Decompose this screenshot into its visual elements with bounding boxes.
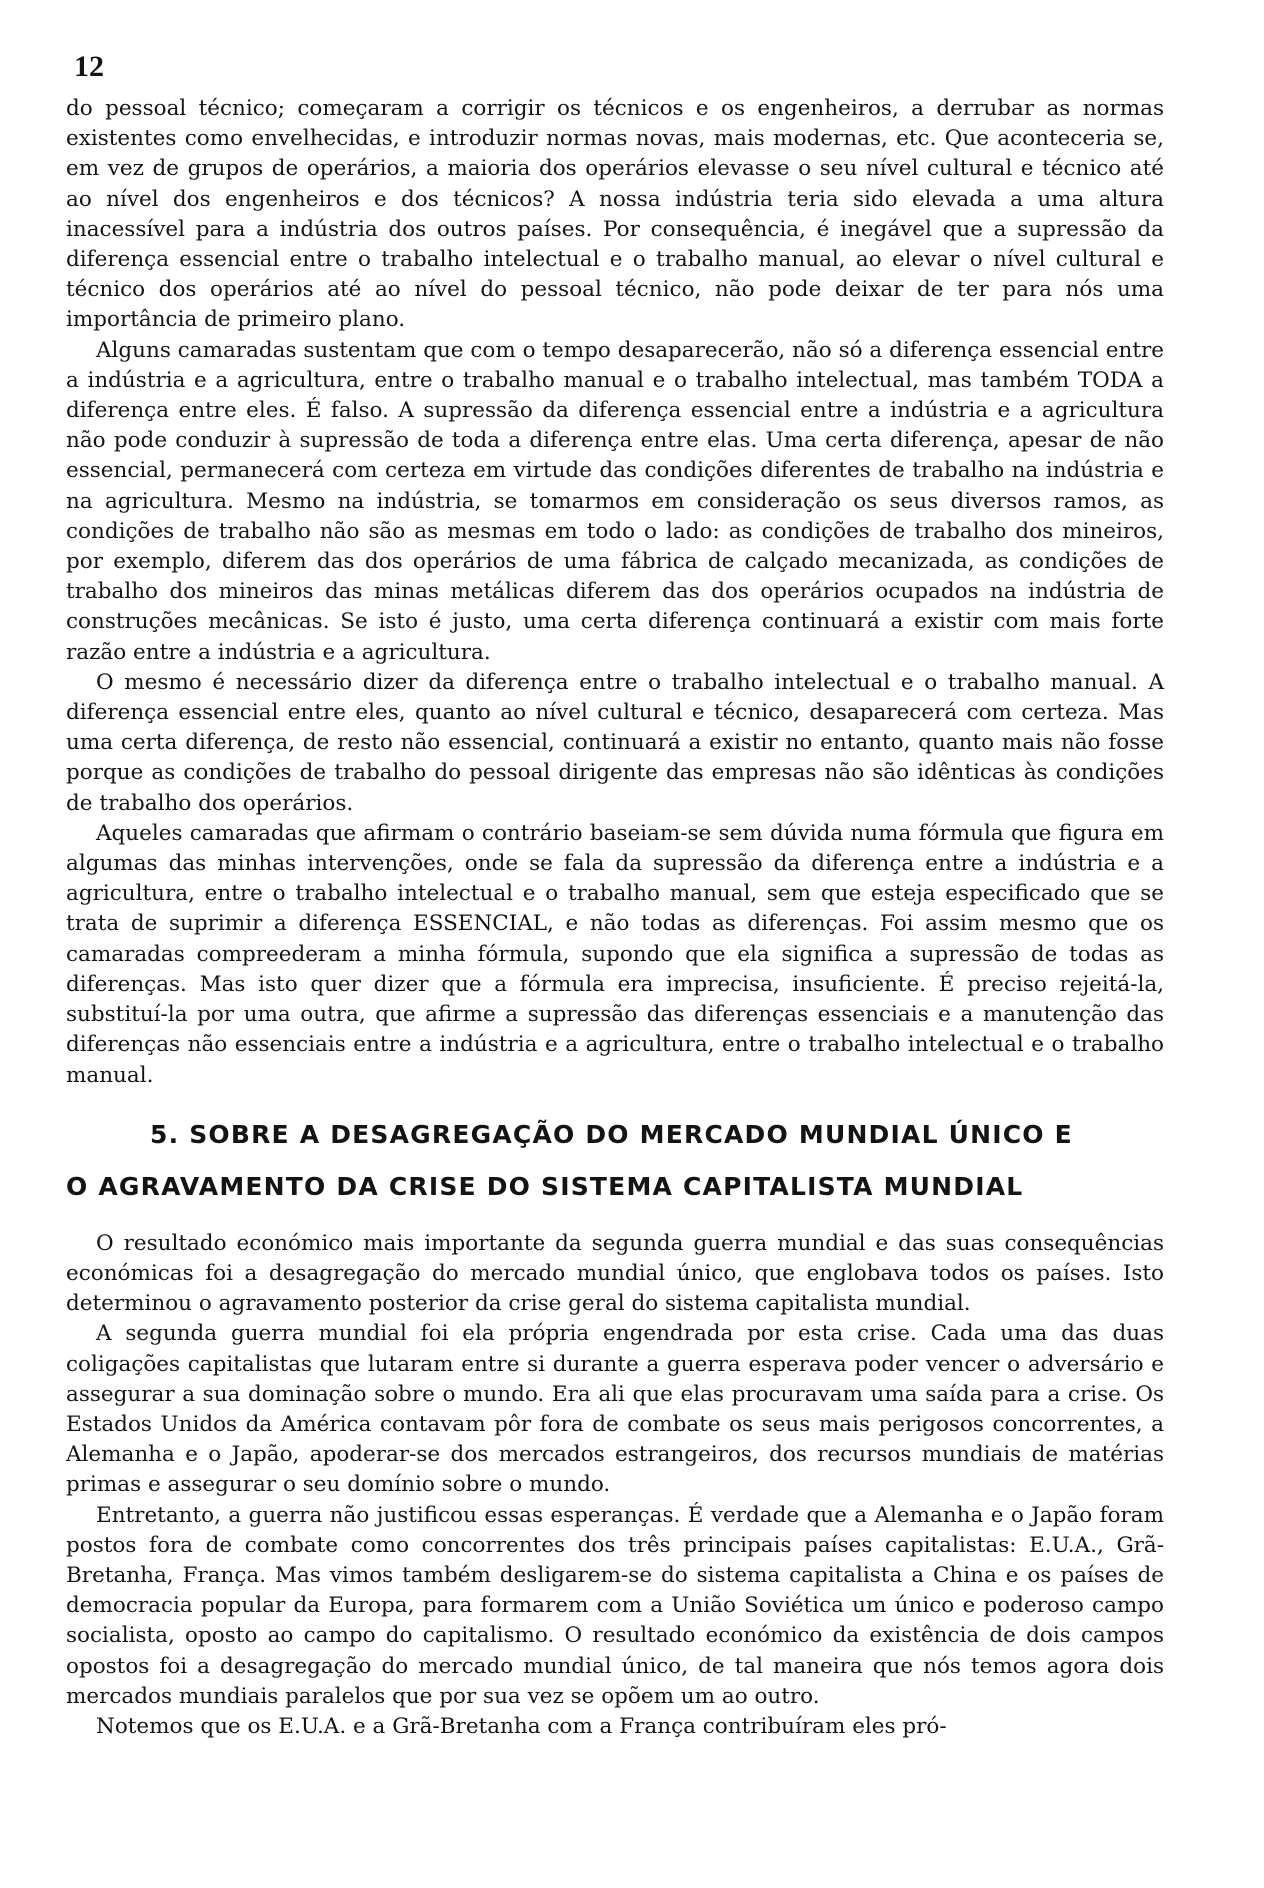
paragraph: O mesmo é necessário dizer da diferença entre o trabalho intelectual e o trabalho manual. A diferença essencial entre eles, quanto ao nível cultural e técnico, desaparecerá com certeza. Mas uma certa diferença, de resto não essencial, continuará a existir no entanto, quanto mais não fosse porque as condições de trabalho do pessoal dirigente das empresas não são idênticas às condições de trabalho dos operários. [66,669,1164,816]
section-heading-line-1: 5. SOBRE A DESAGREGAÇÃO DO MERCADO MUNDIAL ÚNICO E [150,1119,1073,1149]
paragraph: Alguns camaradas sustentam que com o tempo desaparecerão, não só a diferença essencial entre a indústria e a agricultura, entre o trabalho manual e o trabalho intelectual, mas também TODA a diferença entre eles. É falso. A supressão da diferença essencial entre a indústria e a agricultura não pode conduzir à supressão de toda a diferença entre elas. Uma certa diferença, apesar de não essencial, permanecerá com certeza em virtude das condições diferentes de trabalho na indústria e na agricultura. Mesmo na indústria, se tomarmos em consideração os seus diversos ramos, as condições de trabalho não são as mesmas em todo o lado: as condições de trabalho dos mineiros, por exemplo, diferem das dos operários de uma fábrica de calçado mecanizada, as condições de trabalho dos mineiros das minas metálicas diferem das dos operários ocupados na indústria de construções mecânicas. Se isto é justo, uma certa diferença continuará a existir com mais forte razão entre a indústria e a agricultura. [66,337,1164,665]
paragraph: Aqueles camaradas que afirmam o contrário baseiam-se sem dúvida numa fórmula que figura em algumas das minhas intervenções, onde se fala da supressão da diferença entre a indústria e a agricultura, entre o trabalho intelectual e o trabalho manual, sem que esteja especificado que se trata de suprimir a diferença ESSENCIAL, e não todas as diferenças. Foi assim mesmo que os camaradas compreederam a minha fórmula, supondo que ela significa a supressão de todas as diferenças. Mas isto quer dizer que a fórmula era imprecisa, insuficiente. É preciso rejeitá-la, substituí-la por uma outra, que afirme a supressão das diferenças essenciais e a manutenção das diferenças não essenciais entre a indústria e a agricultura, entre o trabalho intelectual e o trabalho manual. [66,820,1164,1088]
section-heading-line-2: O AGRAVAMENTO DA CRISE DO SISTEMA CAPITALISTA MUNDIAL [66,1171,1024,1201]
page-number: 12 [74,50,104,83]
body-text [66,94,1164,1091]
paragraph: do pessoal técnico; começaram a corrigir os técnicos e os engenheiros, a derrubar as normas existentes como envelhecidas, e introduzir normas novas, mais modernas, etc. Que aconteceria se, em vez de grupos de operários, a maioria dos operários elevasse o seu nível cultural e técnico até ao nível dos engenheiros e dos técnicos? A nossa indústria teria sido elevada a uma altura inacessível para a indústria dos outros países. Por consequência, é inegável que a supressão da diferença essencial entre o trabalho intelectual e o trabalho manual, ao elevar o nível cultural e técnico dos operários até ao nível do pessoal técnico, não pode deixar de ter para nós uma importância de primeiro plano. [66,96,1164,333]
body-text-section-5 [66,1229,1164,1742]
paragraph: Notemos que os E.U.A. e a Grã-Bretanha com a França contribuíram eles pró- [96,1713,947,1739]
section-heading [66,1109,1164,1213]
paragraph: Entretanto, a guerra não justificou essas esperanças. É verdade que a Alemanha e o Japão foram postos fora de combate como concorrentes dos três principais países capitalistas: E.U.A., Grã-Bretanha, França. Mas vimos também desligarem-se do sistema capitalista a China e os países de democracia popular da Europa, para formarem com a União Soviética um único e poderoso campo socialista, oposto ao campo do capitalismo. O resultado económico da existência de dois campos opostos foi a desagregação do mercado mundial único, de tal maneira que nós temos agora dois mercados mundiais paralelos que por sua vez se opõem um ao outro. [66,1502,1164,1709]
paragraph: A segunda guerra mundial foi ela própria engendrada por esta crise. Cada uma das duas coligações capitalistas que lutaram entre si durante a guerra esperava poder vencer o adversário e assegurar a sua dominação sobre o mundo. Era ali que elas procuravam uma saída para a crise. Os Estados Unidos da América contavam pôr fora de combate os seus mais perigosos concorrentes, a Alemanha e o Japão, apoderar-se dos mercados estrangeiros, dos recursos mundiais de matérias primas e assegurar o seu domínio sobre o mundo. [66,1321,1164,1498]
paragraph: O resultado económico mais importante da segunda guerra mundial e das suas consequências económicas foi a desagregação do mercado mundial único, que englobava todos os países. Isto determinou o agravamento posterior da crise geral do sistema capitalista mundial. [66,1230,1164,1317]
